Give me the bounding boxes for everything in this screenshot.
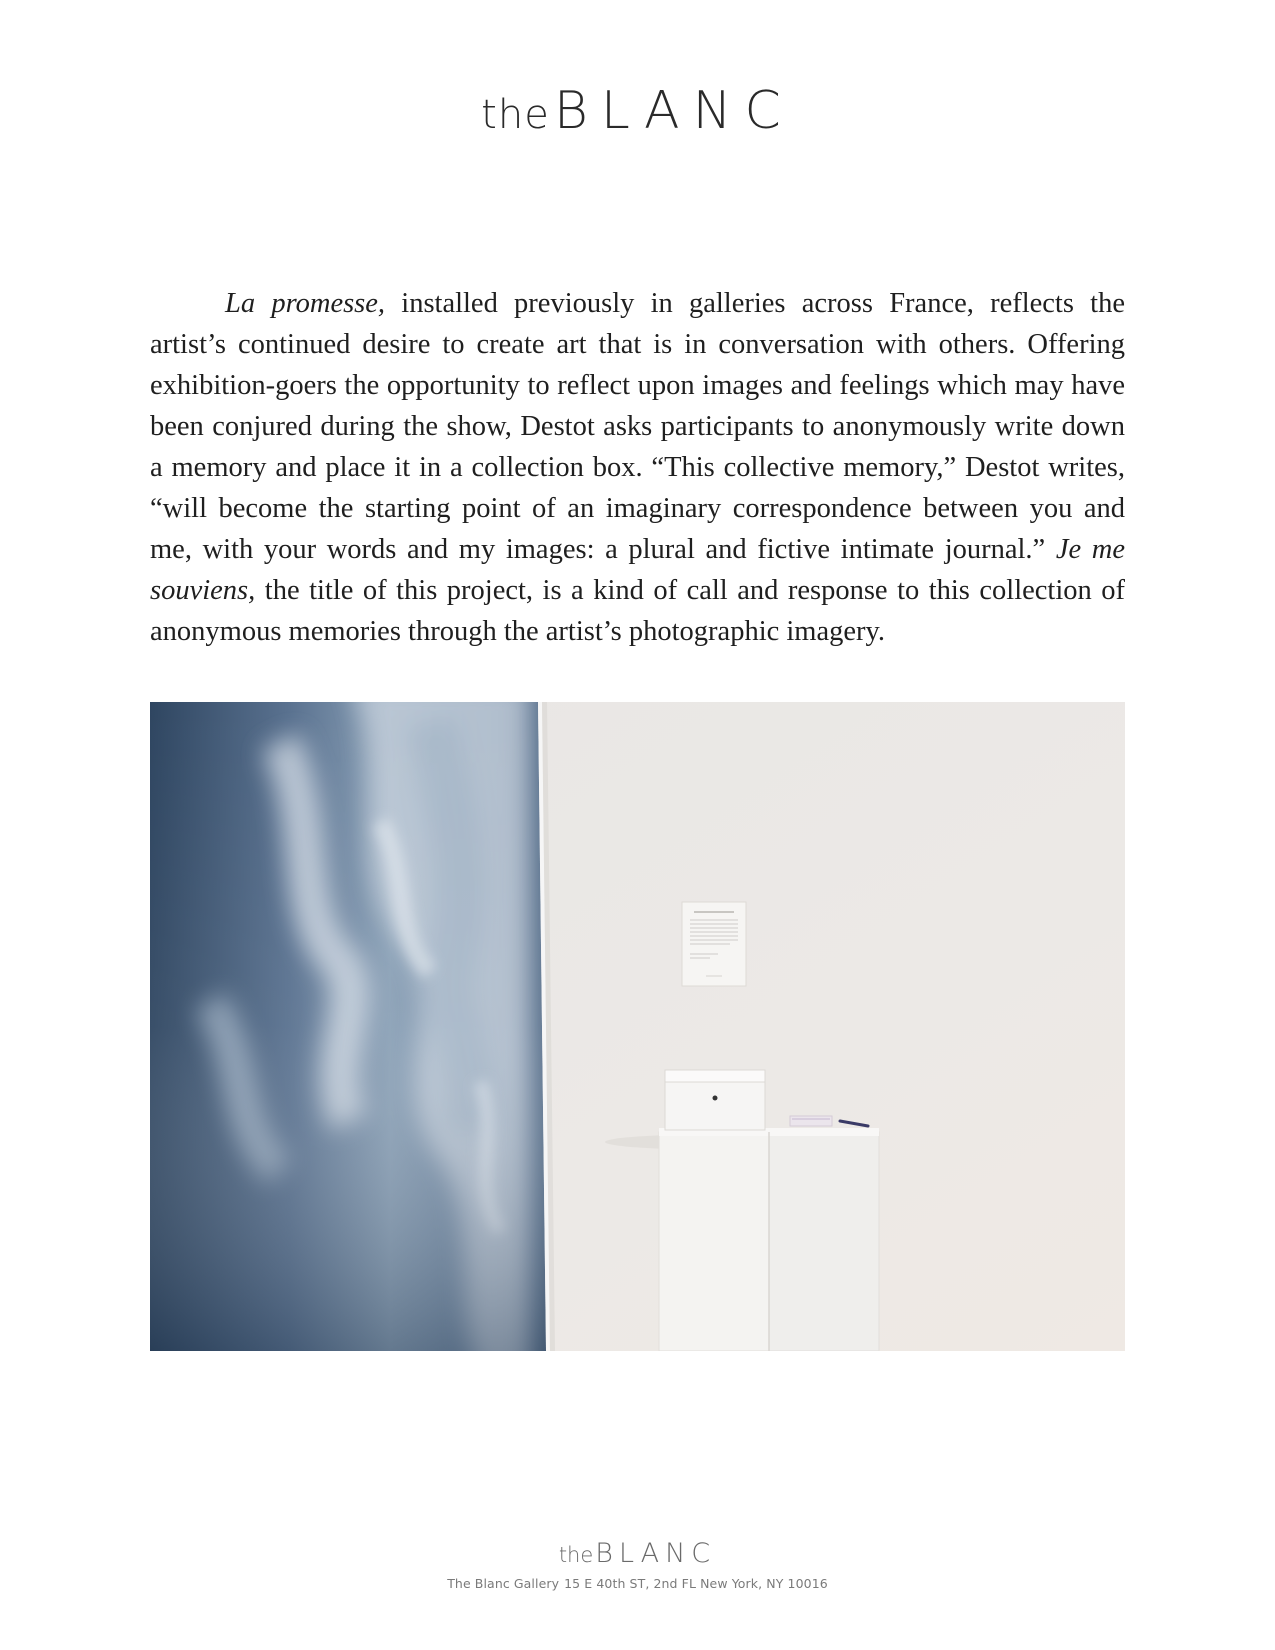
header-logo [0,81,1275,141]
wall-text-sheet [682,902,746,986]
collection-box [665,1070,765,1130]
pedestal [659,1128,879,1351]
footer [0,1540,1275,1591]
installation-photo [150,702,1125,1351]
logo-the-text: the [481,92,550,138]
footer-logo-blanc: BLANC [595,1538,717,1569]
paragraph-text-1: installed previously in galleries across France, reflects the artist’s continued desire to create art that is in conversation with others. Offering exhibition-goers the opportunity to reflect upon images and feelings which may have been conjured during the show, Destot asks participants to anonymously write down a memory and place it in a collection box. “This collective memory,” Destot writes, “will become the starting point of an imaginary correspondence between you and me, with your words and my images: a plural and fictive intimate journal.” [150,288,1125,565]
footer-logo [0,1540,1275,1567]
gallery-name: The Blanc Gallery [447,1576,560,1591]
project-title-je-me-souviens: Je me souviens, [150,534,1126,606]
blue-print-artwork [150,702,550,1351]
paragraph-text-2: the title of this project, is a kind of call and response to this collection of anonymous memories through the artist’s photographic imagery. [150,575,1125,647]
installation-photo-illustration [150,702,1125,1351]
gallery-address: 15 E 40th ST, 2nd FL New York, NY 10016 [564,1576,828,1591]
logo-blanc-text: BLANC [553,81,794,141]
artwork-title-la-promesse: La promesse, [225,288,386,319]
footer-logo-the: the [558,1543,594,1567]
footer-address-line [0,1576,1275,1591]
article-paragraph [150,283,1125,652]
